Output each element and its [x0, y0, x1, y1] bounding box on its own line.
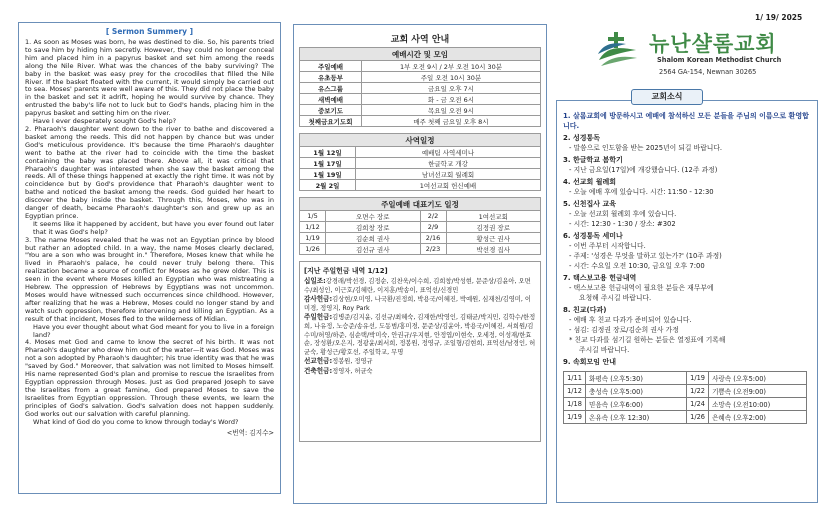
offering-box	[299, 261, 541, 442]
prayer-row	[300, 233, 541, 244]
prayer-leader: 김선규 권사	[326, 244, 421, 255]
news-item-title: 4. 선교회 월례회	[563, 178, 616, 186]
small-group-name: 충성속 (오후5:00)	[586, 385, 687, 398]
offering-names: 김상현/오미영, 나국환/진정희, 박용국/이혜진, 박예원, 심재천/김영미, 이미경, 정영지, Roy Park	[304, 296, 531, 312]
small-group-name: 사랑속 (오후5:00)	[709, 372, 807, 385]
small-group-date: 1/22	[687, 385, 709, 398]
sermon-title: [ Sermon Summery ]	[105, 27, 194, 36]
service-table-header: 예배시간 및 모임	[300, 48, 541, 61]
news-item	[563, 177, 809, 197]
small-group-date: 1/11	[564, 372, 586, 385]
service-row	[300, 72, 541, 83]
offering-names: 정봉원, 정영규	[332, 358, 373, 366]
small-group-date: 1/24	[687, 398, 709, 411]
event-name: 한글학교 개강	[356, 158, 541, 169]
offering-group	[304, 313, 536, 357]
service-name: 첫째금요기도회	[300, 116, 362, 127]
ministry-panel	[293, 24, 547, 504]
news-item	[563, 133, 809, 153]
small-group-date: 1/19	[564, 411, 586, 424]
offering-names: 김병준/김지윤, 김선규/최혜숙, 김재한/박영인, 김태균/박지민, 김학수/한정희, 나유정, 노승준/송유선, 도동범/홍미경, 문준상/김윤아, 박용국/이혜진, 서희원/김수미/허영/하준, 심순택/박미숙, 안권규/우지현, 안정엽/이현숙, 오세정, 이성재/한효순, 장성환/오은지, 정광윤/최서희, 정봉원, 정영규, 조일형/김현희, 표억선/남경인, 허균숙, 황성근/황호선, 주일학교, 무명	[304, 314, 536, 356]
event-row	[300, 180, 541, 191]
news-item-line: * 친교 다과를 섬기길 원하는 분들은 열정표에 기록해	[569, 336, 726, 344]
church-logo-icon	[596, 30, 638, 70]
sermon-paragraph: 2. Pharaoh's daughter went down to the river to bathe and discovered a basket among the reeds. This did not happen by chance but was under God's meticulous providence. It's because the time Pharaoh's daughter went to bathe at the river had to coincide with the time the basket containing the baby was placed there. Above all, it was critical that Pharaoh's daughter was interested when she saw the basket among the reeds. All of these things happened at exactly the right time. It was not by coincidence but by God's providence that Pharaoh's daughter went to bathe and noticed the basket among the reeds. God guided her heart to discover the baby inside the basket. Through this, Moses, who was in danger of death, became Pharaoh's daughter's son and grew up as an Egyptian prince.	[25, 124, 274, 220]
news-item-line: - 섬김: 김정권 장로/김순희 권사 가정	[569, 326, 679, 334]
news-item-title: 6. 성경통독 세미나	[563, 232, 623, 240]
ministry-title: 교회 사역 안내	[390, 35, 450, 45]
prayer-date: 2/16	[420, 233, 446, 244]
news-item-line: - 이번 주부터 시작합니다.	[569, 242, 646, 250]
news-item	[563, 199, 809, 229]
event-name: 남녀선교회 월례회	[356, 169, 541, 180]
news-item-title: 3. 한글학교 봄학기	[563, 156, 623, 164]
event-date: 1월 19일	[300, 169, 356, 180]
news-item-line: - 시간: 12:30 - 1:30 / 장소: #302	[569, 220, 676, 228]
news-item-line: - 시간: 수요일 오전 10:30, 금요일 오후 7:00	[569, 262, 705, 270]
offering-label: 십일조:	[304, 277, 326, 285]
sermon-question: What kind of God do you come to know through today's Word?	[33, 417, 239, 426]
news-item-line: 주시길 바랍니다.	[579, 346, 630, 354]
prayer-table	[299, 197, 541, 255]
news-item	[563, 273, 809, 303]
small-group-name: 화평속 (오후5:30)	[586, 372, 687, 385]
small-group-date: 1/19	[687, 372, 709, 385]
offering-label: 선교헌금:	[304, 357, 333, 366]
sermon-question: Have you ever thought about what God meant for you to live in a foreign land?	[33, 322, 274, 339]
offering-names: 강경래/박선경, 김정순, 김찬욱/이수희, 김희창/박성현, 문준상/김윤아, 오면수/최성인, 이근호/김혜란, 이지훈/박송이, 표억선/신경민	[304, 278, 531, 294]
event-date: 2월 2일	[300, 180, 356, 191]
news-item-line: - 말씀으로 인도함을 받는 2025년이 되길 바랍니다.	[569, 144, 723, 152]
news-panel	[556, 100, 818, 503]
small-group-row	[564, 372, 807, 385]
church-address: 2564 GA-154, Newnan 30265	[659, 68, 757, 76]
event-date: 1월 12일	[300, 147, 356, 158]
church-name: 뉴난샬롬교회	[649, 32, 777, 56]
news-item-title: 5. 신천집사 교육	[563, 200, 616, 208]
small-group-name: 온유속 (오후 12:30)	[586, 411, 687, 424]
service-name: 유초등부	[300, 72, 362, 83]
prayer-date: 2/2	[420, 211, 446, 222]
news-item-line: - 오늘 예배 후에 있습니다. 시간: 11:50 - 12:30	[569, 188, 714, 196]
offering-label: 건축헌금:	[304, 366, 333, 375]
small-group-date: 1/26	[687, 411, 709, 424]
prayer-leader: 박선경 집사	[446, 244, 541, 255]
sermon-paragraph: 4. Moses met God and came to know the secret of his birth. It was not Pharaoh's daughter who drew him out of the water—it was God. Moses was not a son adopted by Pharaoh's daughter; his true identity was that he was "saved by God." Moreover, that salvation was not limited to Moses himself. His name represented God's plan and promise to rescue the Israelites from Egyptian oppression through Moses. Just as God prepared Joseph to save the Israelites from a great famine, God prepared Moses to save the Israelites from Egyptian oppression. Through these events, we learn the principles of God's salvation. God's salvation does not happen suddenly. God works out our salvation with careful planning.	[25, 338, 274, 418]
service-time: 목요일 오전 9시	[362, 105, 541, 116]
prayer-leader: 김희창 장로	[326, 222, 421, 233]
event-name: 예배팀 사역세미나	[356, 147, 541, 158]
event-date: 1월 17일	[300, 158, 356, 169]
prayer-date: 1/19	[300, 233, 326, 244]
event-table-header: 사역일정	[300, 134, 541, 147]
offering-names: 정영자, 허균숙	[332, 367, 373, 375]
prayer-leader: 황성근 권사	[446, 233, 541, 244]
offering-group	[304, 367, 536, 377]
prayer-leader: 김정권 장로	[446, 222, 541, 233]
bulletin-date: 1/ 19/ 2025	[755, 13, 803, 22]
news-list	[563, 111, 809, 367]
service-table	[299, 47, 541, 127]
small-group-name: 기쁨속 (오전9:00)	[709, 385, 807, 398]
small-group-name: 은혜속 (오후2:00)	[709, 411, 807, 424]
news-item-line: - 예배 후 친교 다과가 준비되어 있습니다.	[569, 316, 692, 324]
service-time: 주일 오전 10시 30분	[362, 72, 541, 83]
news-item-line: 요청해 주시길 바랍니다.	[579, 294, 652, 302]
news-item-title: 2. 성경통독	[563, 134, 601, 142]
small-group-row	[564, 398, 807, 411]
prayer-date: 2/23	[420, 244, 446, 255]
small-group-date: 1/18	[564, 398, 586, 411]
offering-group	[304, 277, 536, 295]
service-time: 금요일 오후 7시	[362, 83, 541, 94]
sermon-paragraph: 3. The name Moses revealed that he was not an Egyptian prince by blood but rather an adopted child. In a way, the name Moses clearly declared, "You are a son who was brought in." Therefore, Moses knew that while he lived in Pharaoh's palace, he could never truly belong there. This realization became a source of conflict for Moses as he grew older. This is seen in the event where Moses killed an Egyptian who was mistreating a Hebrew. The oppression of Hebrews by Egyptians was not uncommon. Moses would have witnessed such occurrences since childhood. However, after realizing that he was a Hebrew, Moses could no longer stand by and watch such oppression, therefore intervening and killing an Egyptian. As a result of that incident, Moses fled to the wilderness of Midian.	[25, 235, 274, 323]
small-group-row	[564, 385, 807, 398]
prayer-row	[300, 244, 541, 255]
service-time: 화 - 금 오전 6시	[362, 94, 541, 105]
prayer-date: 1/12	[300, 222, 326, 233]
small-group-date: 1/12	[564, 385, 586, 398]
sermon-paragraph: 1. As soon as Moses was born, he was destined to die. So, his parents tried to save him by hiding him secretly. However, they could no longer conceal him and placed him in a papyrus basket and set him among the reeds along the Nile River. What was the chances of the baby surviving? The baby in the basket was easy prey for the crocodiles that filled the Nile River. If the basket floated with the current, it would simply be carried out to sea. Moses' parents were well aware of this. They did not place the baby in the basket and set it adrift, hoping he would survive by chance. They entrusted the baby's life not to luck but to God's hands, placing him in the papyrus basket and setting him on the river.	[25, 38, 274, 118]
service-row	[300, 83, 541, 94]
service-row	[300, 116, 541, 127]
event-row	[300, 158, 541, 169]
church-header	[596, 28, 826, 84]
sermon-question: It seems like it happened by accident, but have you ever found out later that it was God's help?	[33, 219, 274, 236]
news-item-line: - 오늘 선교회 월례회 후에 있습니다.	[569, 210, 677, 218]
prayer-date: 1/26	[300, 244, 326, 255]
service-time: 1부 오전 9시 / 2부 오전 10시 30분	[362, 61, 541, 72]
service-name: 중보기도	[300, 105, 362, 116]
event-name: 1여선교회 헌신예배	[356, 180, 541, 191]
news-item	[563, 305, 809, 355]
sermon-question: Have I ever desperately sought God's help?	[33, 117, 177, 126]
news-item-title: 9. 속회모임 안내	[563, 358, 616, 366]
service-row	[300, 105, 541, 116]
sermon-body	[25, 39, 274, 426]
news-item	[563, 357, 809, 367]
sermon-panel	[18, 22, 281, 494]
service-time: 매주 첫째 금요일 오후 8시	[362, 116, 541, 127]
small-group-name: 소망속 (오전10:00)	[709, 398, 807, 411]
prayer-row	[300, 211, 541, 222]
offering-group	[304, 295, 536, 313]
news-item	[563, 111, 809, 131]
small-group-name: 믿음속 (오후6:00)	[586, 398, 687, 411]
news-item-line: - 주제: '성경은 무엇을 말하고 있는가?' (10주 과정)	[569, 252, 722, 260]
news-item-title: 1. 살롬교회에 방문하시고 예배에 참석하신 모든 분들을 주님의 이름으로 환영합니다.	[563, 112, 809, 130]
small-group-row	[564, 411, 807, 424]
service-row	[300, 61, 541, 72]
event-row	[300, 169, 541, 180]
prayer-date: 2/9	[420, 222, 446, 233]
news-item	[563, 231, 809, 271]
service-name: 주일예배	[300, 61, 362, 72]
church-english-name: Shalom Korean Methodist Church	[657, 56, 782, 64]
prayer-leader: 김순희 권사	[326, 233, 421, 244]
prayer-leader: 1여선교회	[446, 211, 541, 222]
offering-title: [지난 주일헌금 내역 1/12]	[304, 267, 388, 275]
prayer-row	[300, 222, 541, 233]
prayer-leader: 오면수 장로	[326, 211, 421, 222]
service-name: 새벽예배	[300, 94, 362, 105]
event-row	[300, 147, 541, 158]
news-item-line: - 택스보고용 헌금내역이 필요한 분들은 재무부에	[569, 284, 714, 292]
small-group-table	[563, 371, 807, 424]
service-name: 유스그룹	[300, 83, 362, 94]
service-row	[300, 94, 541, 105]
news-item-line: - 지난 금요일(17일)에 개강했습니다. (12주 과정)	[569, 166, 718, 174]
news-item-title: 8. 친교(다과)	[563, 306, 607, 314]
offering-label: 주일헌금:	[304, 313, 333, 322]
offering-label: 감사헌금:	[304, 295, 333, 304]
news-title: 교회소식	[631, 89, 703, 105]
offering-group	[304, 357, 536, 367]
prayer-table-header: 주일예배 대표기도 일정	[300, 198, 541, 211]
news-item	[563, 155, 809, 175]
news-item-title: 7. 택스보고용 헌금내역	[563, 274, 637, 282]
prayer-date: 1/5	[300, 211, 326, 222]
event-table	[299, 133, 541, 191]
translator-credit: <번역: 김지수>	[226, 429, 274, 438]
